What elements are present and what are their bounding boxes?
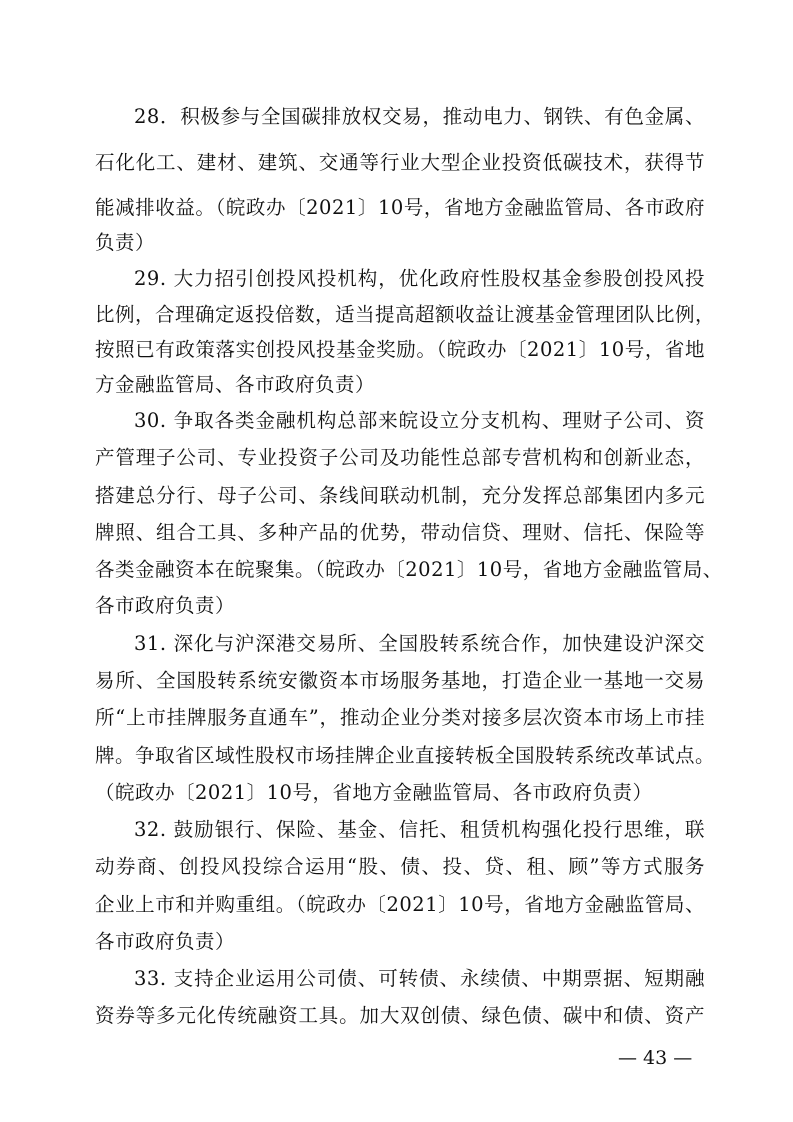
paragraph-28-line-3: 能减排收益。（皖政办〔2021〕10号，省地方金融监管局、各市政府 [95, 196, 705, 219]
paragraph-31-line-5: （皖政办〔2021〕10号，省地方金融监管局、各市政府负责） [95, 781, 653, 804]
paragraph-29-line-1: 29. 大力招引创投风投机构，优化政府性股权基金参股创投风投 [134, 267, 705, 290]
paragraph-28-line-1: 28．积极参与全国碳排放权交易，推动电力、钢铁、有色金属、 [134, 105, 705, 128]
paragraph-31-line-1: 31. 深化与沪深港交易所、全国股转系统合作，加快建设沪深交 [134, 632, 705, 655]
paragraph-32-line-1: 32. 鼓励银行、保险、基金、信托、租赁机构强化投行思维，联 [134, 818, 705, 841]
paragraph-33-line-2: 资券等多元化传统融资工具。加大双创债、绿色债、碳中和债、资产 [95, 1004, 705, 1027]
paragraph-28-line-2: 石化化工、建材、建筑、交通等行业大型企业投资低碳技术，获得节 [95, 151, 705, 174]
paragraph-31-line-4: 牌。争取省区域性股权市场挂牌企业直接转板全国股转系统改革试点。 [95, 744, 716, 767]
paragraph-32-line-3: 企业上市和并购重组。（皖政办〔2021〕10号，省地方金融监管局、 [95, 893, 705, 916]
paragraph-31-line-3: 所“上市挂牌服务直通车”，推动企业分类对接多层次资本市场上市挂 [95, 706, 705, 729]
paragraph-29-line-3: 按照已有政策落实创投风投基金奖励。（皖政办〔2021〕10号，省地 [95, 338, 705, 361]
paragraph-31-line-2: 易所、全国股转系统安徽资本市场服务基地，打造企业一基地一交易 [95, 669, 705, 692]
paragraph-28-line-4: 负责） [95, 231, 156, 254]
paragraph-30-line-6: 各市政府负责） [95, 594, 236, 617]
paragraph-32-line-2: 动券商、创投风投综合运用“股、债、投、贷、租、顾”等方式服务 [95, 855, 705, 878]
paragraph-29-line-2: 比例，合理确定返投倍数，适当提高超额收益让渡基金管理团队比例， [95, 303, 716, 326]
paragraph-30-line-1: 30. 争取各类金融机构总部来皖设立分支机构、理财子公司、资 [134, 409, 705, 432]
paragraph-30-line-2: 产管理子公司、专业投资子公司及功能性总部专营机构和创新业态， [95, 446, 705, 469]
paragraph-30-line-3: 搭建总分行、母子公司、条线间联动机制，充分发挥总部集团内多元 [95, 484, 705, 507]
page-number: — 43 — [618, 1047, 693, 1069]
paragraph-30-line-5: 各类金融资本在皖聚集。（皖政办〔2021〕10号，省地方金融监管局、 [95, 558, 723, 581]
paragraph-32-line-4: 各市政府负责） [95, 930, 236, 953]
paragraph-33-line-1: 33. 支持企业运用公司债、可转债、永续债、中期票据、短期融 [134, 967, 705, 990]
paragraph-29-line-4: 方金融监管局、各市政府负责） [95, 373, 376, 396]
paragraph-30-line-4: 牌照、组合工具、多种产品的优势，带动信贷、理财、信托、保险等 [95, 521, 705, 544]
